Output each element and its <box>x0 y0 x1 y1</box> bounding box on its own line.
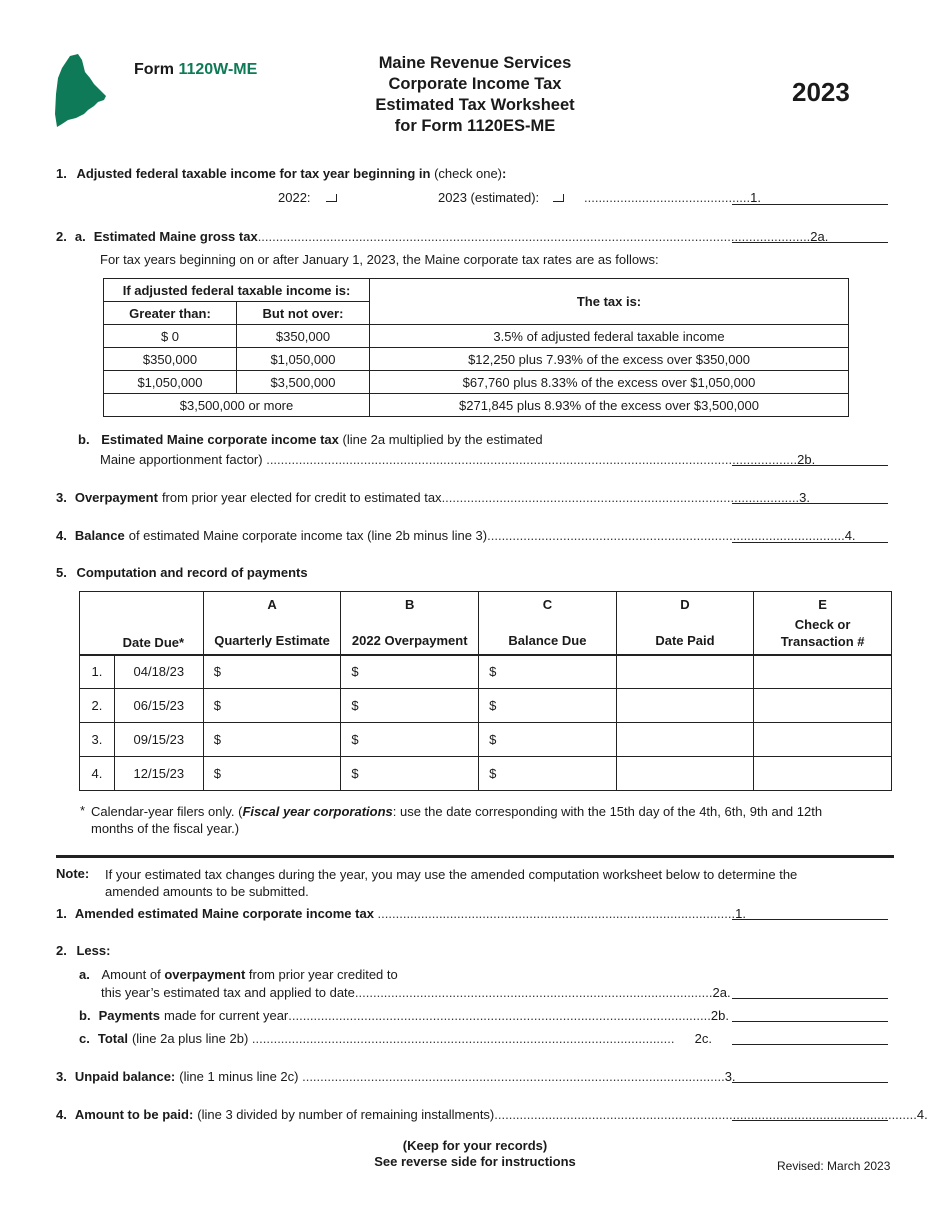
line-1-text: Adjusted federal taxable income for tax year beginning in <box>76 166 431 181</box>
payment-overpayment[interactable]: $ <box>341 723 479 757</box>
rates-cell-tax: $12,250 plus 7.93% of the excess over $350,000 <box>370 348 849 371</box>
footer-center <box>325 1138 625 1170</box>
rates-cell-notover: $350,000 <box>237 325 370 348</box>
payment-row-number: 2. <box>80 689 115 723</box>
line-2b-desc2: Maine apportionment factor) <box>100 452 263 467</box>
payment-date-due: 04/18/23 <box>114 655 203 689</box>
rates-row <box>104 371 849 394</box>
footnote-star: * <box>80 803 86 818</box>
amended-line-2b-row: b. Payments made for current year ..................................................................................................................... 2b. <box>79 1008 729 1023</box>
line-1-number: 1. <box>56 166 67 181</box>
payment-quarterly-estimate[interactable]: $ <box>203 689 341 723</box>
payment-row-number: 4. <box>80 757 115 791</box>
form-id <box>134 61 257 79</box>
rates-cell-range: $3,500,000 or more <box>104 394 370 417</box>
amended-line-2-label <box>56 943 110 958</box>
line-3-label: Overpayment <box>74 490 158 505</box>
rates-header-tax: The tax is: <box>370 279 849 325</box>
amended-line-2a-row1 <box>79 967 398 982</box>
line-5-text: Computation and record of payments <box>76 565 308 580</box>
amended-line-2-number: 2. <box>56 943 67 958</box>
footer-keep: (Keep for your records) <box>402 1138 548 1153</box>
amended-line-2-text: Less: <box>76 943 111 958</box>
rates-cell-notover: $3,500,000 <box>237 371 370 394</box>
line-5-label <box>56 565 308 580</box>
rates-header-greater: Greater than: <box>104 302 237 325</box>
amended-line-2a-bold: overpayment <box>164 967 246 982</box>
line-2b-label: Estimated Maine corporate income tax <box>101 432 339 447</box>
amended-line-4-answer[interactable] <box>732 1120 888 1121</box>
amended-line-2a-row2: this year’s estimated tax and applied to date ................................................................................................... 2a. <box>101 985 731 1000</box>
option-2022[interactable] <box>278 190 337 205</box>
amended-line-2b-text: made for current year <box>163 1008 289 1023</box>
amended-line-2a-text2: from prior year credited to <box>248 967 398 982</box>
col-e <box>754 592 892 655</box>
payment-overpayment[interactable]: $ <box>341 655 479 689</box>
title-line-1: Corporate Income Tax <box>388 75 562 93</box>
revised-date: Revised: March 2023 <box>777 1159 891 1173</box>
line-4-number: 4. <box>56 528 67 543</box>
footnote-text-3: months of the fiscal year.) <box>91 821 240 836</box>
col-e-letter: E <box>818 597 827 612</box>
amended-line-2c-row: c. Total (line 2a plus line 2b) ..................................................................................................................... 2c. <box>79 1031 712 1046</box>
amended-line-2c-text: (line 2a plus line 2b) <box>131 1031 249 1046</box>
amended-line-1-number: 1. <box>56 906 67 921</box>
rates-cell-tax: $67,760 plus 8.33% of the excess over $1,050,000 <box>370 371 849 394</box>
amended-line-1-label: Amended estimated Maine corporate income tax <box>74 906 374 921</box>
note-text-1: If your estimated tax changes during the year, you may use the amended computation worksheet below to determine the <box>105 867 798 882</box>
amended-line-3-number: 3. <box>56 1069 67 1084</box>
payment-row <box>80 655 892 689</box>
payment-row <box>80 757 892 791</box>
footnote-text-1: Calendar-year filers only. ( <box>91 804 243 819</box>
col-d-letter: D <box>680 597 690 612</box>
amended-line-2c-bold: Total <box>97 1031 128 1046</box>
amended-line-4-bold: Amount to be paid: <box>74 1107 194 1122</box>
col-date-due: Date Due* <box>80 592 204 655</box>
line-2a-sub: a. <box>74 229 86 244</box>
col-d-label: Date Paid <box>655 633 715 648</box>
footer-see: See reverse side for instructions <box>374 1154 576 1169</box>
payment-overpayment[interactable]: $ <box>341 757 479 791</box>
amended-line-2b-answer[interactable] <box>732 1021 888 1022</box>
amended-line-1-row: 1. Amended estimated Maine corporate income tax ................................................................................................... 1. <box>56 906 746 921</box>
payment-balance-due[interactable]: $ <box>479 757 617 791</box>
col-c <box>479 592 617 655</box>
line-1-answer[interactable] <box>732 204 888 205</box>
payment-date-paid[interactable] <box>616 689 754 723</box>
payment-date-due: 09/15/23 <box>114 723 203 757</box>
rates-cell-greater: $350,000 <box>104 348 237 371</box>
amended-line-2c-answer[interactable] <box>732 1044 888 1045</box>
rates-cell-greater: $1,050,000 <box>104 371 237 394</box>
amended-line-4-row: 4. Amount to be paid: (line 3 divided by number of remaining installments) ..................................................................................................................... 4. <box>56 1107 928 1122</box>
tax-rates-table <box>103 278 849 417</box>
col-a-label: Quarterly Estimate <box>214 633 330 648</box>
line-2a-row: 2. a. Estimated Maine gross tax ......................................................................................................................................................... 2a. <box>56 229 829 244</box>
form-prefix: Form <box>134 61 174 78</box>
amended-line-2a-ref: 2a. <box>712 985 731 1000</box>
line-1-ref: 1. <box>750 190 761 205</box>
amended-line-3-answer[interactable] <box>732 1082 888 1083</box>
amended-line-2a-answer[interactable] <box>732 998 888 999</box>
payment-check-number[interactable] <box>754 689 892 723</box>
payment-check-number[interactable] <box>754 757 892 791</box>
amended-line-1-ref: 1. <box>735 906 746 921</box>
amended-line-2a-text1: Amount of <box>101 967 161 982</box>
payment-date-due: 06/15/23 <box>114 689 203 723</box>
col-a <box>203 592 341 655</box>
payment-row-number: 1. <box>80 655 115 689</box>
line-1-colon: : <box>502 166 507 181</box>
amended-line-2c-ref: 2c. <box>694 1031 712 1046</box>
payment-row-number: 3. <box>80 723 115 757</box>
col-a-letter: A <box>267 597 277 612</box>
amended-line-3-bold: Unpaid balance: <box>74 1069 176 1084</box>
line-2b-row2: Maine apportionment factor) ................................................................................................................................................... 2b. <box>100 452 816 467</box>
rates-row <box>104 394 849 417</box>
rates-row <box>104 348 849 371</box>
line-2b-answer[interactable] <box>732 465 888 466</box>
payment-date-due: 12/15/23 <box>114 757 203 791</box>
col-b-label: 2022 Overpayment <box>351 633 468 648</box>
payment-date-paid[interactable] <box>616 757 754 791</box>
amended-line-2b-ref: 2b. <box>710 1008 729 1023</box>
col-c-label: Balance Due <box>508 633 587 648</box>
payment-overpayment[interactable]: $ <box>341 689 479 723</box>
line-2a-label: Estimated Maine gross tax <box>93 229 258 244</box>
rates-row <box>104 325 849 348</box>
line-2b-sub: b. <box>78 432 90 447</box>
col-b <box>341 592 479 655</box>
payment-check-number[interactable] <box>754 723 892 757</box>
amended-line-3-row: 3. Unpaid balance: (line 1 minus line 2c) ..................................................................................................................... 3. <box>56 1069 736 1084</box>
agency-name: Maine Revenue Services <box>378 54 572 72</box>
col-d <box>616 592 754 655</box>
line-4-label: Balance <box>74 528 125 543</box>
line-1-note: (check one) <box>434 166 502 181</box>
form-number: 1120W-ME <box>178 61 258 78</box>
line-2b-ref: 2b. <box>797 452 816 467</box>
note-text-2: amended amounts to be submitted. <box>105 884 309 899</box>
line-3-answer[interactable] <box>732 503 888 504</box>
amended-line-2b-sub: b. <box>79 1008 91 1023</box>
checkbox-2022[interactable] <box>326 194 337 202</box>
footnote-text-2: : use the date corresponding with the 15th day of the 4th, 6th, 9th and 12th <box>392 804 823 819</box>
payment-quarterly-estimate[interactable]: $ <box>203 723 341 757</box>
amended-line-2a-text3: this year’s estimated tax and applied to date <box>101 985 355 1000</box>
rates-cell-greater: $ 0 <box>104 325 237 348</box>
section-divider <box>56 855 894 858</box>
amended-line-2a-sub: a. <box>79 967 90 982</box>
line-3-desc: from prior year elected for credit to estimated tax <box>161 490 442 505</box>
line-2-number: 2. <box>56 229 67 244</box>
rates-cell-notover: $1,050,000 <box>237 348 370 371</box>
option-2023[interactable] <box>438 190 564 205</box>
line-4-desc: of estimated Maine corporate income tax (line 2b minus line 3) <box>128 528 488 543</box>
amended-line-4-ref: 4. <box>916 1107 928 1122</box>
line-2b-row1 <box>78 432 543 447</box>
col-b-letter: B <box>405 597 415 612</box>
rates-cell-tax: $271,845 plus 8.93% of the excess over $3,500,000 <box>370 394 849 417</box>
title-line-3: for Form 1120ES-ME <box>394 117 556 135</box>
amended-line-4-number: 4. <box>56 1107 67 1122</box>
line-2b-desc1: (line 2a multiplied by the estimated <box>342 432 543 447</box>
payment-quarterly-estimate[interactable]: $ <box>203 655 341 689</box>
note-text <box>105 866 895 900</box>
line-3-ref: 3. <box>799 490 810 505</box>
line-3-row: 3. Overpayment from prior year elected for credit to estimated tax ................................................................................................... 3. <box>56 490 810 505</box>
line-4-ref: 4. <box>844 528 856 543</box>
payment-date-paid[interactable] <box>616 723 754 757</box>
note-label: Note: <box>56 866 90 881</box>
line-2a-answer[interactable] <box>732 242 888 243</box>
amended-line-1-answer[interactable] <box>732 919 888 920</box>
payment-balance-due[interactable]: $ <box>479 655 617 689</box>
line-2a-ref: 2a. <box>810 229 829 244</box>
amended-line-3-ref: 3. <box>724 1069 736 1084</box>
rates-header-notover: But not over: <box>237 302 370 325</box>
payments-table <box>79 591 892 791</box>
payment-check-number[interactable] <box>754 655 892 689</box>
amended-line-3-text: (line 1 minus line 2c) <box>179 1069 299 1084</box>
footnote <box>91 803 891 837</box>
col-e-label-2: Transaction # <box>780 634 865 649</box>
payment-date-paid[interactable] <box>616 655 754 689</box>
tax-year: 2023 <box>792 77 850 107</box>
rates-header-income: If adjusted federal taxable income is: <box>104 279 370 302</box>
rates-cell-tax: 3.5% of adjusted federal taxable income <box>370 325 849 348</box>
col-e-label-1: Check or <box>794 617 851 632</box>
line-4-answer[interactable] <box>732 542 888 543</box>
maine-state-logo <box>54 54 108 128</box>
payment-row <box>80 689 892 723</box>
rates-intro: For tax years beginning on or after January 1, 2023, the Maine corporate tax rates are as follows: <box>100 252 659 267</box>
line-1-leader: .............................................. 1. <box>584 190 761 205</box>
payment-balance-due[interactable]: $ <box>479 723 617 757</box>
line-4-row: 4. Balance of estimated Maine corporate income tax (line 2b minus line 3) ................................................................................................... 4. <box>56 528 856 543</box>
payment-balance-due[interactable]: $ <box>479 689 617 723</box>
form-title-block <box>330 53 620 137</box>
amended-line-2b-bold: Payments <box>98 1008 160 1023</box>
amended-line-2c-sub: c. <box>79 1031 90 1046</box>
line-5-number: 5. <box>56 565 67 580</box>
footnote-bold: Fiscal year corporations <box>242 804 393 819</box>
line-1-label <box>56 166 506 181</box>
option-2023-label: 2023 (estimated): <box>438 190 540 205</box>
option-2022-label: 2022: <box>278 190 311 205</box>
title-line-2: Estimated Tax Worksheet <box>375 96 575 114</box>
payment-row <box>80 723 892 757</box>
payment-quarterly-estimate[interactable]: $ <box>203 757 341 791</box>
amended-line-4-text: (line 3 divided by number of remaining installments) <box>197 1107 495 1122</box>
line-3-number: 3. <box>56 490 67 505</box>
checkbox-2023[interactable] <box>553 194 564 202</box>
col-c-letter: C <box>542 597 553 612</box>
